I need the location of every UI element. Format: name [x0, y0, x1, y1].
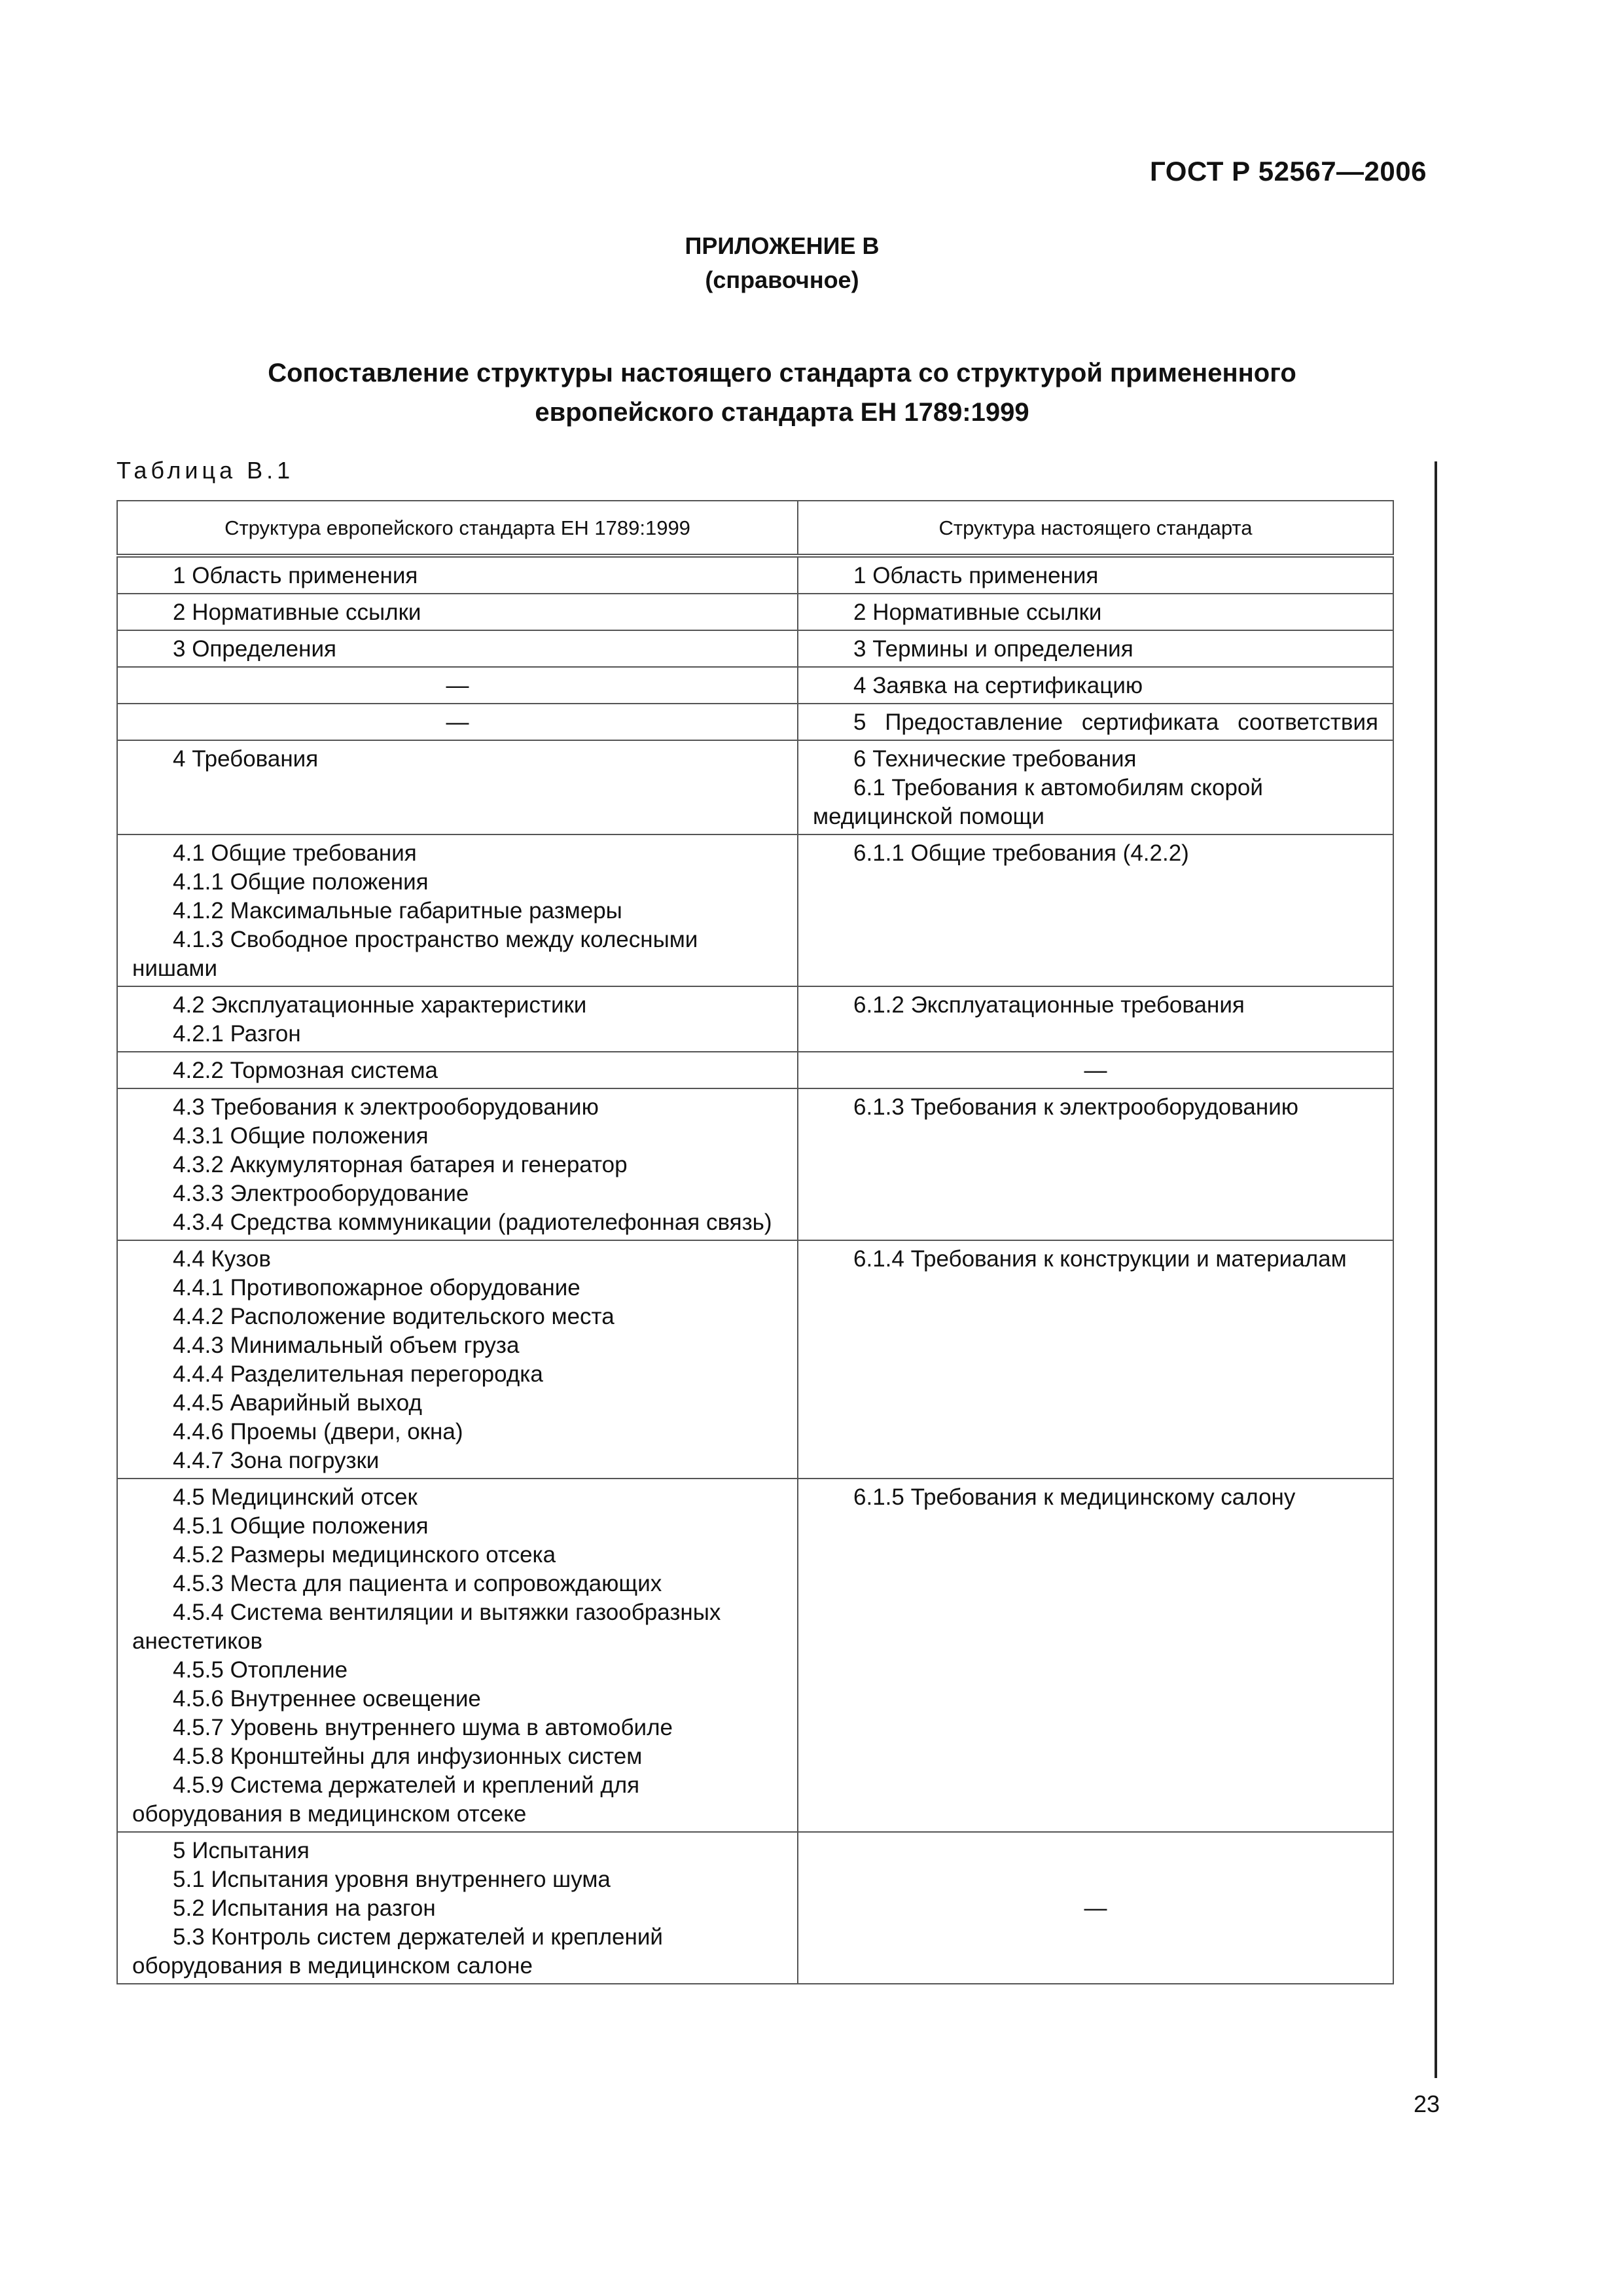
cell-line: 4.3.1 Общие положения: [173, 1123, 429, 1149]
cell-line: 4 Требования: [173, 746, 319, 772]
cell-line: 5.1 Испытания уровня внутреннего шума: [173, 1867, 611, 1892]
table-row: [117, 740, 1393, 834]
cell-line: 4.4.7 Зона погрузки: [173, 1448, 380, 1473]
table-row: [117, 1240, 1393, 1479]
cell-line: 4.5.5 Отопление: [173, 1657, 348, 1683]
right-cell: [798, 704, 1393, 740]
cell-line: 4.1.1 Общие положения: [173, 869, 429, 895]
right-cell: [798, 1088, 1393, 1240]
left-cell: [117, 986, 798, 1052]
left-cell: [117, 630, 798, 667]
cell-line: 4.2 Эксплуатационные характеристики: [173, 992, 587, 1018]
cell-line: 4.1.2 Максимальные габаритные размеры: [173, 898, 622, 924]
left-cell: [117, 1240, 798, 1479]
cell-line: 4.5.8 Кронштейны для инфузионных систем: [173, 1744, 643, 1769]
cell-line: 3 Термины и определения: [853, 636, 1133, 662]
cell-line: 5.2 Испытания на разгон: [173, 1895, 436, 1921]
cell-line: 4.4 Кузов: [173, 1246, 271, 1272]
cell-line: 4.2.1 Разгон: [173, 1021, 301, 1047]
page-number: 23: [1413, 2090, 1440, 2117]
cell-line: 4.1.3 Свободное пространство между колесными нишами: [132, 927, 698, 981]
table-row: [117, 630, 1393, 667]
right-cell: [798, 834, 1393, 986]
cell-line: 2 Нормативные ссылки: [853, 600, 1102, 625]
right-cell: [798, 667, 1393, 704]
cell-line: 5 Предоставление сертификата соответствия: [853, 709, 1378, 735]
header-this-standard-structure: Структура настоящего стандарта: [798, 501, 1393, 556]
document-title: [0, 353, 1564, 432]
cell-line: 4.5.3 Места для пациента и сопровождающих: [173, 1571, 662, 1596]
cell-line: 6.1.3 Требования к электрооборудованию: [853, 1094, 1299, 1120]
table-row: [117, 1832, 1393, 1984]
cell-line: 4 Заявка на сертификацию: [853, 673, 1143, 698]
document-code: ГОСТ Р 52567—2006: [1150, 156, 1427, 187]
title-line-1: Сопоставление структуры настоящего стандарта со структурой примененного: [268, 359, 1296, 387]
cell-line: 4.3.4 Средства коммуникации (радиотелефонная связь): [173, 1210, 772, 1235]
cell-line: 4.5.9 Система держателей и креплений для оборудования в медицинском отсеке: [132, 1772, 640, 1827]
table-row: [117, 986, 1393, 1052]
cell-line: 4.5.1 Общие положения: [173, 1513, 429, 1539]
table-row: [117, 667, 1393, 704]
cell-line: 2 Нормативные ссылки: [173, 600, 421, 625]
appendix-status: (справочное): [705, 266, 859, 293]
table-row: [117, 556, 1393, 594]
cell-line: 4.2.2 Тормозная система: [173, 1058, 438, 1083]
cell-line: 4.5.7 Уровень внутреннего шума в автомобиле: [173, 1715, 673, 1740]
right-cell: [798, 1240, 1393, 1479]
cell-line: 5.3 Контроль систем держателей и креплений оборудования в медицинском салоне: [132, 1924, 663, 1979]
left-cell: [117, 1832, 798, 1984]
left-cell: [117, 834, 798, 986]
cell-line: 6 Технические требования: [853, 746, 1137, 772]
cell-line: 4.4.4 Разделительная перегородка: [173, 1361, 543, 1387]
cell-line: 4.3 Требования к электрооборудованию: [173, 1094, 599, 1120]
left-cell: [117, 1088, 798, 1240]
cell-line: 1 Область применения: [173, 563, 418, 588]
table-row: [117, 704, 1393, 740]
title-line-2: европейского стандарта ЕН 1789:1999: [535, 398, 1029, 427]
left-cell: [117, 1479, 798, 1832]
cell-line: 4.1 Общие требования: [173, 840, 417, 866]
table-row: [117, 1479, 1393, 1832]
table-caption: Таблица В.1: [116, 457, 294, 484]
cell-line: 4.3.2 Аккумуляторная батарея и генератор: [173, 1152, 628, 1177]
cell-line: 6.1.1 Общие требования (4.2.2): [853, 840, 1189, 866]
cell-line: 4.5.6 Внутреннее освещение: [173, 1686, 481, 1712]
right-cell: [798, 630, 1393, 667]
right-cell: [798, 1479, 1393, 1832]
right-cell: [798, 986, 1393, 1052]
cell-line: 6.1.5 Требования к медицинскому салону: [853, 1484, 1296, 1510]
appendix-label: ПРИЛОЖЕНИЕ В: [685, 232, 880, 259]
table-row: [117, 1052, 1393, 1088]
left-cell: [117, 740, 798, 834]
cell-line: 5 Испытания: [173, 1838, 310, 1863]
left-cell: [117, 556, 798, 594]
cell-line: 4.4.2 Расположение водительского места: [173, 1304, 615, 1329]
right-cell: [798, 556, 1393, 594]
table-row: [117, 1088, 1393, 1240]
left-cell-dash: —: [117, 667, 798, 704]
cell-line: 6.1 Требования к автомобилям скорой медицинской помощи: [813, 775, 1263, 829]
header-european-structure: Структура европейского стандарта ЕН 1789:1999: [117, 501, 798, 556]
right-cell: [798, 594, 1393, 630]
comparison-table: [116, 500, 1394, 1984]
cell-line: 4.5 Медицинский отсек: [173, 1484, 418, 1510]
left-cell: [117, 1052, 798, 1088]
cell-line: 3 Определения: [173, 636, 336, 662]
left-cell-dash: —: [117, 704, 798, 740]
cell-line: 4.4.6 Проемы (двери, окна): [173, 1419, 463, 1444]
cell-line: 4.4.5 Аварийный выход: [173, 1390, 422, 1416]
table-header-row: [117, 501, 1393, 556]
cell-line: 4.3.3 Электрооборудование: [173, 1181, 469, 1206]
appendix-heading: [0, 229, 1564, 297]
cell-line: 4.5.4 Система вентиляции и вытяжки газообразных анестетиков: [132, 1600, 721, 1654]
right-cell-dash: —: [798, 1832, 1393, 1984]
right-cell: [798, 740, 1393, 834]
table-row: [117, 594, 1393, 630]
cell-line: 4.4.3 Минимальный объем груза: [173, 1333, 520, 1358]
margin-change-bar: [1435, 461, 1437, 2078]
table-row: [117, 834, 1393, 986]
cell-line: 4.4.1 Противопожарное оборудование: [173, 1275, 580, 1300]
cell-line: 1 Область применения: [853, 563, 1099, 588]
left-cell: [117, 594, 798, 630]
cell-line: 6.1.2 Эксплуатационные требования: [853, 992, 1245, 1018]
cell-line: 4.5.2 Размеры медицинского отсека: [173, 1542, 556, 1568]
cell-line: 6.1.4 Требования к конструкции и материалам: [853, 1246, 1347, 1272]
right-cell-dash: —: [798, 1052, 1393, 1088]
